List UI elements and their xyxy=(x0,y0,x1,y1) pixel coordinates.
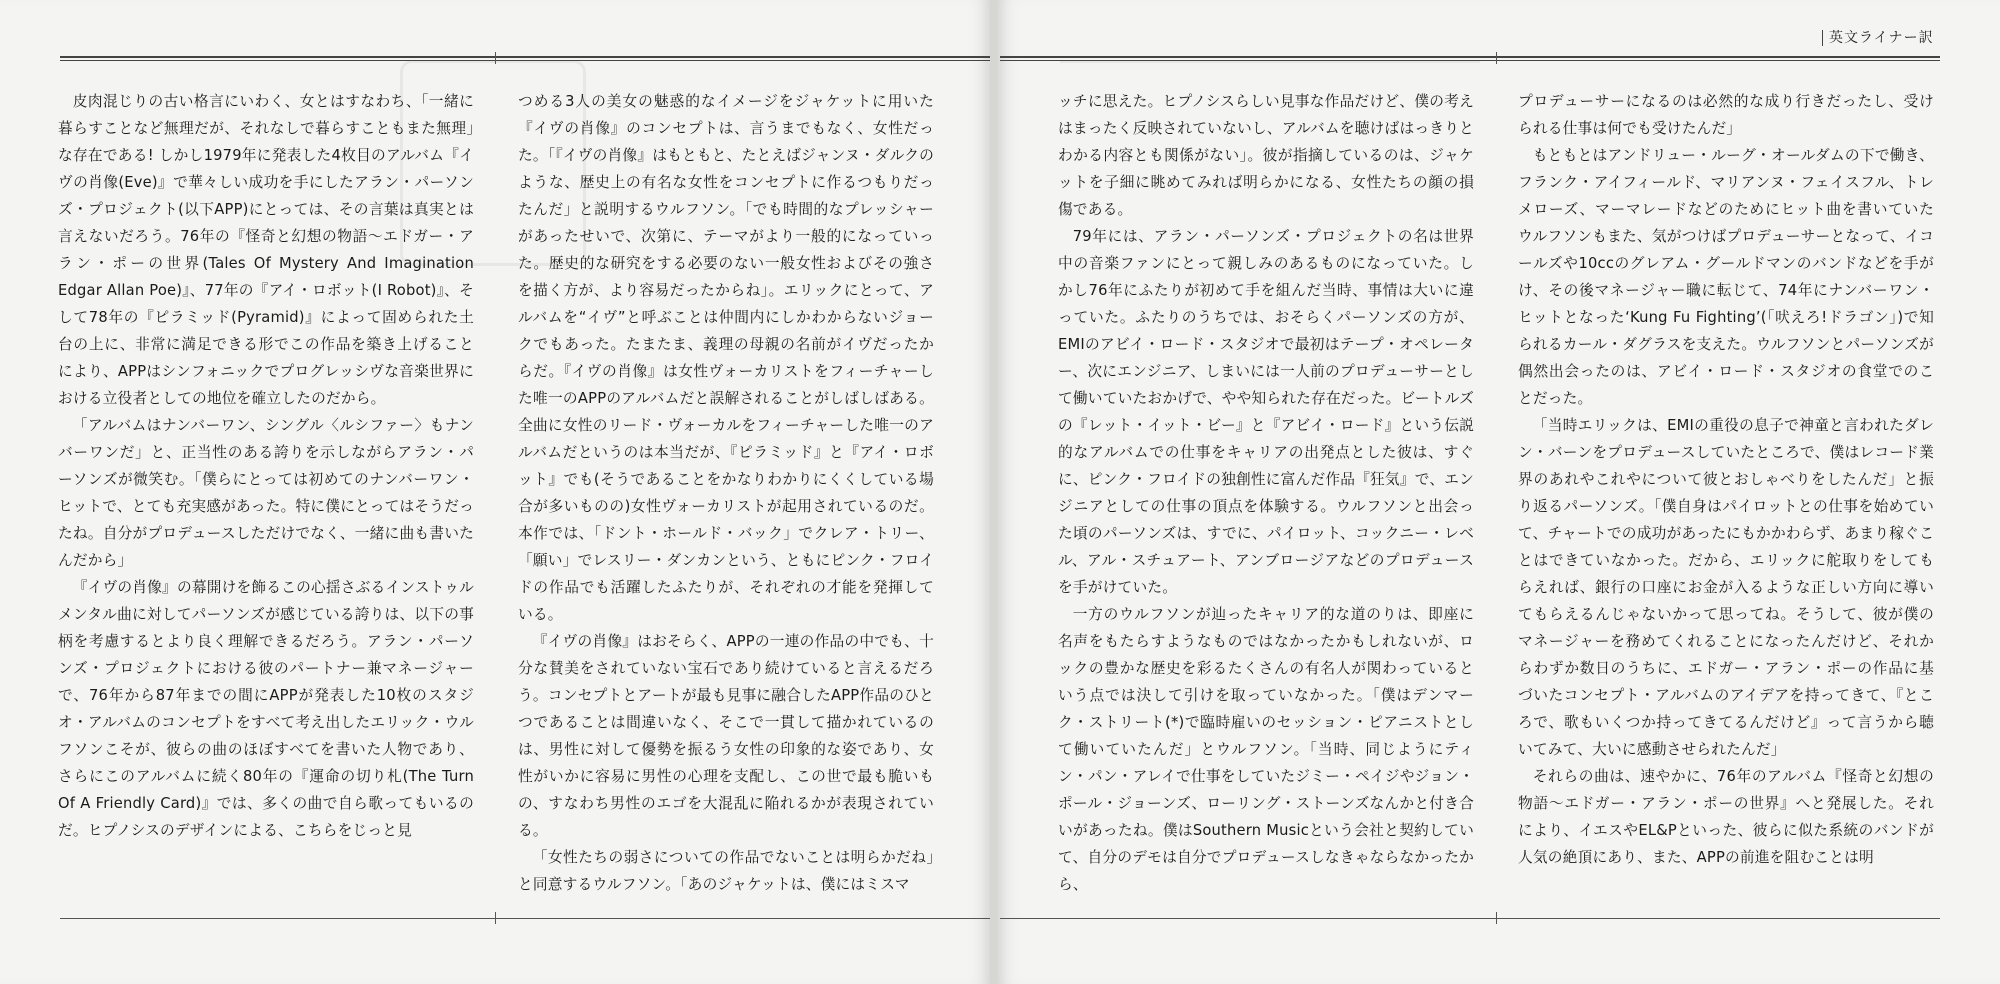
top-rule-left xyxy=(60,56,990,61)
column-tick xyxy=(1496,52,1497,64)
text-column-2 xyxy=(518,88,934,898)
paragraph: もともとはアンドリュー・ルーグ・オールダムの下で働き、フランク・アイフィールド、マリアンヌ・フェイスフル、トレメローズ、マーマレードなどのためにヒット曲を書いていたウルフソンもまた、気がつけばプロデューサーとなって、イコールズや10ccのグレアム・グールドマンのバンドなどを手がけ、その後マネージャー職に転じて、74年にナンバーワン・ヒットとなった‘Kung Fu Fighting’(「吠えろ!ドラゴン」)で知られるカール・ダグラスを支えた。ウルフソンとパーソンズが偶然出会ったのは、アビイ・ロード・スタジオの食堂でのことだった。 xyxy=(1518,147,1934,407)
text-column-1 xyxy=(58,88,474,844)
bottom-rule-right xyxy=(1000,918,1940,919)
text-column-4 xyxy=(1518,88,1934,871)
paragraph: ッチに思えた。ヒプノシスらしい見事な作品だけど、僕の考えはまったく反映されていないし、アルバムを聴けばはっきりとわかる内容とも関係がない」。彼が指摘しているのは、ジャケットを子細に眺めてみれば明らかになる、女性たちの顔の損傷である。 xyxy=(1058,93,1474,218)
bottom-rule-left xyxy=(60,918,990,919)
paragraph: 「アルバムはナンバーワン、シングル〈ルシファー〉もナンバーワンだ」と、正当性のある誇りを示しながらアラン・パーソンズが微笑む。「僕らにとっては初めてのナンバーワン・ヒットで、とても充実感があった。特に僕にとってはそうだったね。自分がプロデュースしただけでなく、一緒に曲も書いたんだから」 xyxy=(58,417,474,569)
paragraph: 『イヴの肖像』の幕開けを飾るこの心揺さぶるインストゥルメンタル曲に対してパーソンズが感じている誇りは、以下の事柄を考慮するとより良く理解できるだろう。アラン・パーソンズ・プロジェクトにおける彼のパートナー兼マネージャーで、76年から87年までの間にAPPが発表した10枚のスタジオ・アルバムのコンセプトをすべて考え出したエリック・ウルフソンこそが、彼らの曲のほぼすべてを書いた人物であり、さらにこのアルバムに続く80年の『運命の切り札(The Turn Of A Friendly Card)』では、多くの曲で自ら歌ってもいるのだ。ヒプノシスのデザインによる、こちらをじっと見 xyxy=(58,579,474,839)
paragraph: 79年には、アラン・パーソンズ・プロジェクトの名は世界中の音楽ファンにとって親しみのあるものになっていた。しかし76年にふたりが初めて手を組んだ当時、事情は大いに違っていた。ふたりのうちでは、おそらくパーソンズの方が、EMIのアビイ・ロード・スタジオで最初はテープ・オペレーター、次にエンジニア、しまいには一人前のプロデューサーとして働いていたおかげで、やや知られた存在だった。ビートルズの『レット・イット・ビー』と『アビイ・ロード』という伝説的なアルバムでの仕事をキャリアの出発点とした彼は、すぐに、ピンク・フロイドの独創性に富んだ作品『狂気』で、エンジニアとしての仕事の頂点を体験する。ウルフソンと出会った頃のパーソンズは、すでに、パイロット、コックニー・レベル、アル・スチュアート、アンブロージアなどのプロデュースを手がけていた。 xyxy=(1058,228,1474,596)
paragraph: 一方のウルフソンが辿ったキャリア的な道のりは、即座に名声をもたらすようなものではなかったかもしれないが、ロックの豊かな歴史を彩るたくさんの有名人が関わっているという点では決して引けを取っていなかった。「僕はデンマーク・ストリート(*)で臨時雇いのセッション・ピアニストとして働いていたんだ」とウルフソン。「当時、同じようにティン・パン・アレイで仕事をしていたジミー・ペイジやジョン・ポール・ジョーンズ、ローリング・ストーンズなんかと付き合いがあったね。僕はSouthern Musicという会社と契約していて、自分のデモは自分でプロデュースしなきゃならなかったから、 xyxy=(1058,606,1474,893)
paragraph: それらの曲は、速やかに、76年のアルバム『怪奇と幻想の物語〜エドガー・アラン・ポーの世界』へと発展した。それにより、イエスやEL&Pといった、彼らに似た系統のバンドが人気の絶頂にあり、また、APPの前進を阻むことは明 xyxy=(1518,768,1934,866)
paragraph: 『イヴの肖像』はおそらく、APPの一連の作品の中でも、十分な賛美をされていない宝石であり続けていると言えるだろう。コンセプトとアートが最も見事に融合したAPP作品のひとつであることは間違いなく、そこで一貫して描かれているのは、男性に対して優勢を振るう女性の印象的な姿であり、女性がいかに容易に男性の心理を支配し、この世で最も脆いもの、すなわち男性のエゴを大混乱に陥れるかが表現されている。 xyxy=(518,633,934,839)
top-rule-right xyxy=(1000,56,1940,61)
section-header: 英文ライナー訳 xyxy=(1822,30,1934,46)
paragraph: 「女性たちの弱さについての作品でないことは明らかだね」と同意するウルフソン。「あのジャケットは、僕にはミスマ xyxy=(518,849,934,893)
column-tick xyxy=(495,52,496,64)
paragraph: 「当時エリックは、EMIの重役の息子で神童と言われたダレン・バーンをプロデュースしていたところで、僕はレコード業界のあれやこれやについて彼とおしゃべりをしたんだ」と振り返るパーソンズ。「僕自身はパイロットとの仕事を始めていて、チャートでの成功があったにもかかわらず、あまり稼ぐことはできていなかった。だから、エリックに舵取りをしてもらえれば、銀行の口座にお金が入るような正しい方向に導いてもらえるんじゃないかって思ってね。そうして、彼が僕のマネージャーを務めてくれることになったんだけど、それからわずか数日のうちに、エドガー・アラン・ポーの作品に基づいたコンセプト・アルバムのアイデアを持ってきて、『ところで、歌もいくつか持ってきてるんだけど』って言うから聴いてみて、大いに感動させられたんだ」 xyxy=(1518,417,1934,758)
paragraph: プロデューサーになるのは必然的な成り行きだったし、受けられる仕事は何でも受けたんだ」 xyxy=(1518,93,1934,137)
column-tick xyxy=(495,912,496,924)
column-tick xyxy=(1496,912,1497,924)
paragraph: つめる3人の美女の魅惑的なイメージをジャケットに用いた『イヴの肖像』のコンセプトは、言うまでもなく、女性だった。「『イヴの肖像』はもともと、たとえばジャンヌ・ダルクのような、歴史上の有名な女性をコンセプトに作るつもりだったんだ」と説明するウルフソン。「でも時間的なプレッシャーがあったせいで、次第に、テーマがより一般的になっていった。歴史的な研究をする必要のない一般女性およびその強さを描く方が、より容易だったからね」。エリックにとって、アルバムを“イヴ”と呼ぶことは仲間内にしかわからないジョークでもあった。たまたま、義理の母親の名前がイヴだったからだ。『イヴの肖像』は女性ヴォーカリストをフィーチャーした唯一のAPPのアルバムだと誤解されることがしばしばある。全曲に女性のリード・ヴォーカルをフィーチャーした唯一のアルバムだというのは本当だが、『ピラミッド』と『アイ・ロボット』でも(そうであることをかなりわかりにくくしている場合が多いものの)女性ヴォーカリストが起用されているのだ。本作では、「ドント・ホールド・バック」でクレア・トリー、「願い」でレスリー・ダンカンという、ともにピンク・フロイドの作品でも活躍したふたりが、それぞれの才能を発揮している。 xyxy=(518,93,934,623)
paragraph: 皮肉混じりの古い格言にいわく、女とはすなわち、「一緒に暮らすことなど無理だが、それなしで暮らすこともまた無理」な存在である! しかし1979年に発表した4枚目のアルバム『イヴの肖像(Eve)』で華々しい成功を手にしたアラン・パーソンズ・プロジェクト(以下APP)にとっては、その言葉は真実とは言えないだろう。76年の『怪奇と幻想の物語〜エドガー・アラン・ポーの世界(Tales Of Mystery And Imagination Edgar Allan Poe)』、77年の『アイ・ロボット(I Robot)』、そして78年の『ピラミッド(Pyramid)』によって固められた土台の上に、非常に満足できる形でこの作品を築き上げることにより、APPはシンフォニックでプログレッシヴな音楽世界における立役者としての地位を確立したのだから。 xyxy=(58,93,474,407)
text-column-3 xyxy=(1058,88,1474,898)
